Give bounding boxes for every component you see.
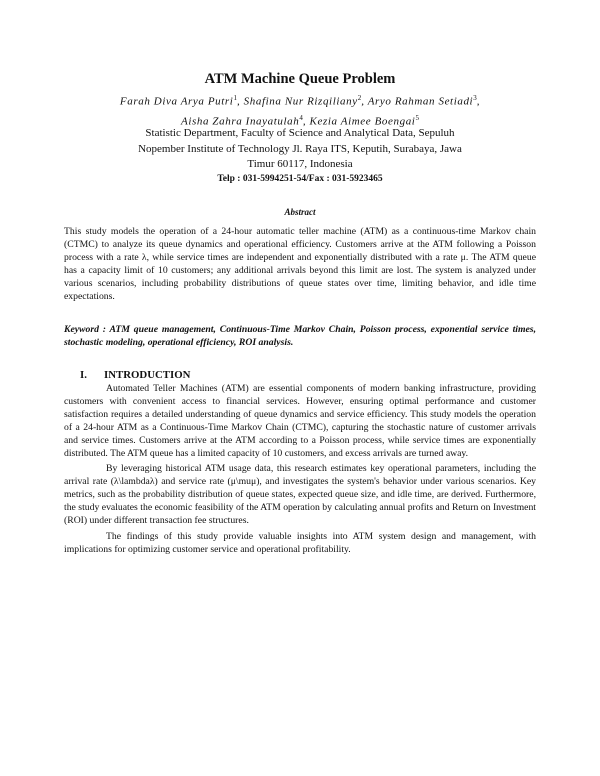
body-paragraph: The findings of this study provide valuable insights into ATM system design and management, with implications for optimizing customer service and operational profitability.: [64, 530, 536, 555]
paper-title: ATM Machine Queue Problem: [204, 71, 396, 87]
author-sup: 1: [233, 94, 237, 102]
affiliation-line: Statistic Department, Faculty of Science and Analytical Data, Sepuluh: [145, 127, 455, 139]
abstract-heading: Abstract: [284, 207, 316, 217]
author-list: [0, 90, 600, 129]
affiliation-line: Nopember Institute of Technology Jl. Raya ITS, Keputih, Surabaya, Jawa: [138, 142, 462, 155]
author-line-1: Farah Diva Arya Putri$^1$, Shafina Nur Rizqiliany$^2$, Aryo Rahman Setiadi$^3$,: [119, 94, 481, 108]
author-name: Farah Diva Arya Putri: [119, 95, 234, 108]
section-body: [64, 383, 536, 560]
author-name: Kezia Aimee Boengai: [309, 115, 416, 128]
section-heading: [80, 369, 190, 381]
keywords: Keyword : ATM queue management, Continuous-Time Markov Chain, Poisson process, exponential service times, stochastic modeling, operational efficiency, ROI analysis.: [64, 324, 536, 348]
author-name: Aisha Zahra Inayatulah: [181, 115, 300, 128]
body-paragraph: Automated Teller Machines (ATM) are essential components of modern banking infrastructure, providing customers with convenient access to financial services. However, ensuring optimal performance and customer satisfaction requires a detailed understanding of queue dynamics and service efficiency. This study models the operation of a 24-hour ATM as a Continuous-Time Markov Chain (CTMC), capturing the stochastic nature of customer arrivals and service times. Customers arrive at the ATM according to a Poisson process, while service times are exponentially distributed. The ATM queue has a limited capacity of 10 customers, and excess arrivals are turned away.: [64, 383, 536, 459]
author-name: Shafina Nur Rizqiliany: [243, 95, 358, 108]
author-sup: 2: [357, 94, 362, 102]
author-line-2: Aisha Zahra Inayatulah$^4$, Kezia Aimee Boengai$^5$: [181, 113, 419, 128]
section-title: INTRODUCTION: [104, 369, 191, 381]
contact-telp: Telp : 031-5994251-54/Fax : 031-5923465: [217, 174, 383, 184]
affiliation: [0, 126, 600, 173]
author-sup: 4: [299, 113, 303, 122]
author-name: Aryo Rahman Setiadi: [367, 95, 474, 108]
abstract-text: This study models the operation of a 24-hour automatic teller machine (ATM) as a continuous-time Markov chain (CTMC) to analyze its queue dynamics and operational efficiency. Customers arrive at the ATM following a Poisson process with a rate λ, while service times are independent and exponentially distributed with a rate μ. The ATM queue has a capacity limit of 10 customers; any additional arrivals beyond this limit are lost. The system is analyzed under various scenarios, including probability distributions of queue states over time, limiting behavior, and idle time expectations.: [64, 226, 536, 302]
body-paragraph: By leveraging historical ATM usage data, this research estimates key operational parameters, including the arrival rate (λ\lambdaλ) and service rate (μ\muμ), and investigates the system's behavior under various scenarios. Key metrics, such as the probability distribution of queue states, expected queue size, and idle time, are derived. Furthermore, the study evaluates the economic feasibility of the ATM operation by calculating annual profits and Return on Investment (ROI) under different transaction fee structures.: [64, 463, 536, 527]
author-sup: 5: [415, 113, 419, 122]
section-number: I.: [80, 369, 87, 381]
author-sup: 3: [473, 94, 477, 102]
affiliation-line: Timur 60117, Indonesia: [247, 158, 353, 170]
